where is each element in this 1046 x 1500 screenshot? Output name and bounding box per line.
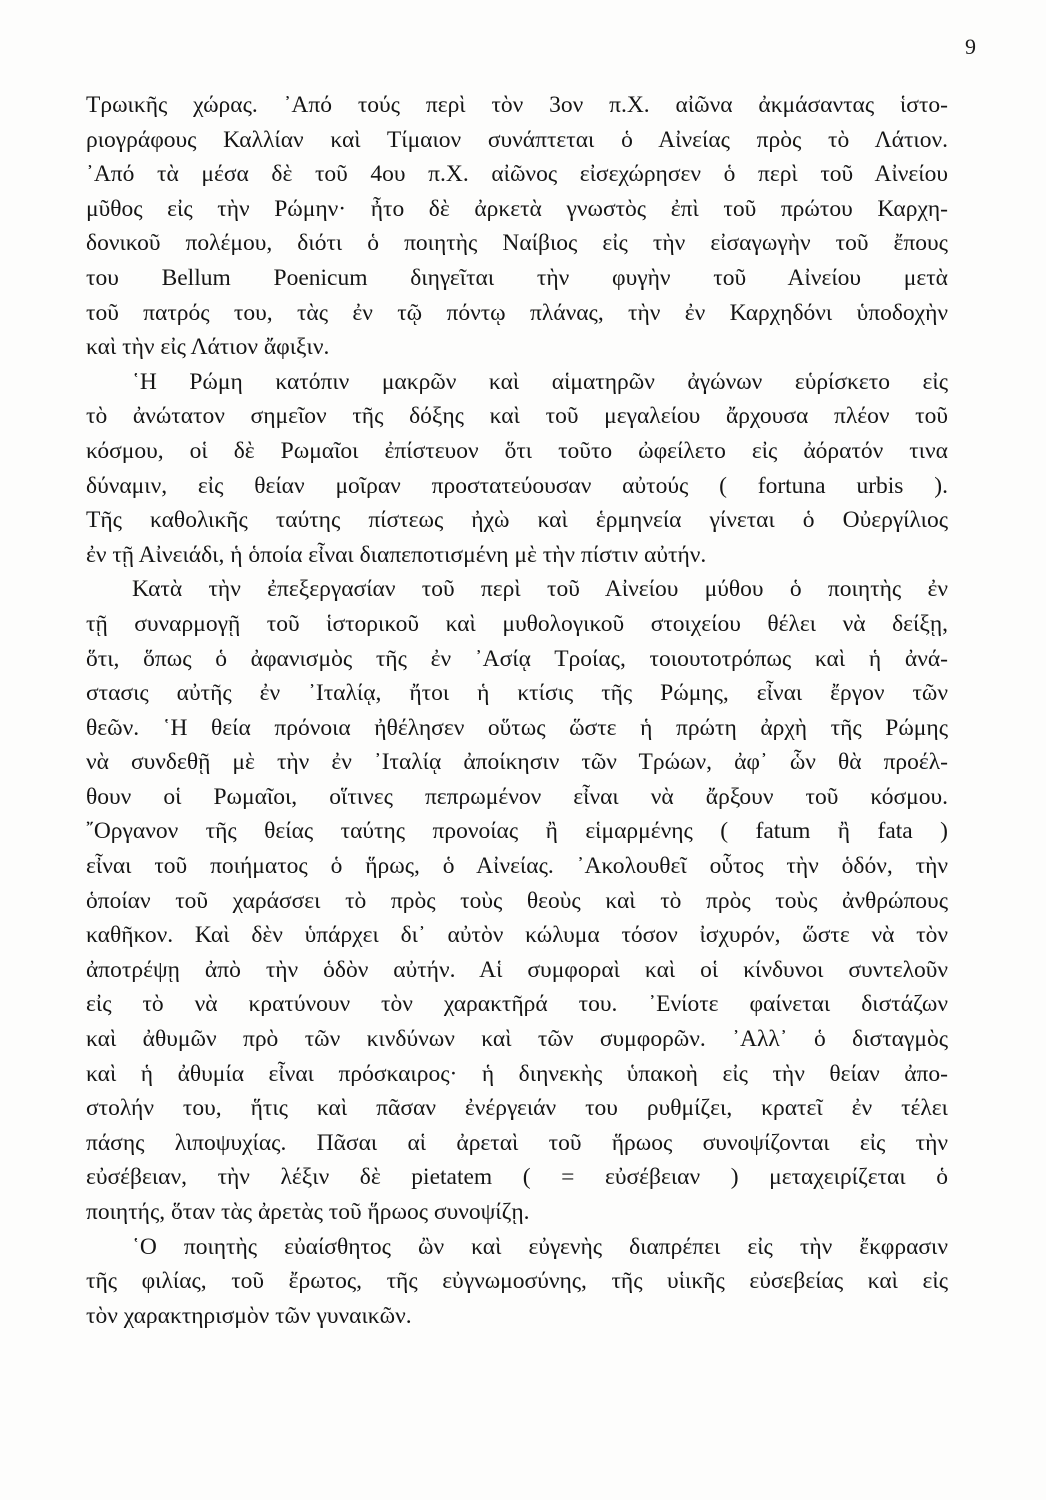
text-line: νὰ συνδεθῇ μὲ τὴν ἐν ᾿Ιταλίᾳ ἀποίκησιν τῶν Τρώων, ἀφ᾿ ὧν θὰ προέλ-: [86, 749, 948, 776]
text-line: δύναμιν, εἰς θείαν μοῖραν προστατεύουσαν αὐτούς ( fortuna urbis ).: [86, 472, 948, 499]
text-line: δονικοῦ πολέμου, διότι ὁ ποιητὴς Ναίβιος εἰς τὴν εἰσαγωγὴν τοῦ ἔπους: [86, 230, 948, 257]
text-line: ᾿Από τὰ μέσα δὲ τοῦ 4ου π.Χ. αἰῶνος εἰσεχώρησεν ὁ περὶ τοῦ Αἰνείου: [86, 161, 948, 188]
text-line: ῾Η Ρώμη κατόπιν μακρῶν καὶ αἱματηρῶν ἀγώνων εὑρίσκετο εἰς: [132, 368, 948, 395]
page-number: 9: [965, 34, 976, 59]
text-line: μῦθος εἰς τὴν Ρώμην· ἦτο δὲ ἀρκετὰ γνωστὸς ἐπὶ τοῦ πρώτου Καρχη-: [86, 195, 948, 222]
text-line: ριογράφους Καλλίαν καὶ Τίμαιον συνάπτεται ὁ Αἰνείας πρὸς τὸ Λάτιον.: [86, 126, 948, 153]
text-line: ποιητής, ὅταν τὰς ἀρετὰς τοῦ ἥρωος συνοψίζῃ.: [86, 1199, 530, 1225]
text-line: ὁποίαν τοῦ χαράσσει τὸ πρὸς τοὺς θεοὺς καὶ τὸ πρὸς τοὺς ἀνθρώπους: [86, 887, 948, 914]
text-line: τῆς φιλίας, τοῦ ἔρωτος, τῆς εὐγνωμοσύνης, τῆς υἱικῆς εὐσεβείας καὶ εἰς: [86, 1268, 948, 1295]
text-line: ἐν τῇ Αἰνειάδι, ἡ ὁποία εἶναι διαπεποτισμένη μὲ τὴν πίστιν αὐτήν.: [86, 541, 707, 568]
text-line: εὐσέβειαν, τὴν λέξιν δὲ pietatem ( = εὐσέβειαν ) μεταχειρίζεται ὁ: [86, 1164, 948, 1191]
text-line: του Bellum Poenicum διηγεῖται τὴν φυγὴν τοῦ Αἰνείου μετὰ: [86, 264, 948, 291]
text-line: καὶ τὴν εἰς Λάτιον ἄφιξιν.: [86, 334, 330, 361]
text-line: ὅτι, ὅπως ὁ ἀφανισμὸς τῆς ἐν ᾿Ασίᾳ Τροίας, τοιουτοτρόπως καὶ ἡ ἀνά-: [86, 645, 948, 672]
text-line: θεῶν. ῾Η θεία πρόνοια ἠθέλησεν οὕτως ὥστε ἡ πρώτη ἀρχὴ τῆς Ρώμης: [86, 714, 948, 741]
text-line: τῇ συναρμογῇ τοῦ ἱστορικοῦ καὶ μυθολογικοῦ στοιχείου θέλει νὰ δείξῃ,: [86, 610, 948, 637]
text-line: εἰς τὸ νὰ κρατύνουν τὸν χαρακτῆρά του. ᾿Ενίοτε φαίνεται διστάζων: [86, 991, 948, 1018]
text-line: εἶναι τοῦ ποιήματος ὁ ἥρως, ὁ Αἰνείας. ᾿Ακολουθεῖ οὗτος τὴν ὁδόν, τὴν: [86, 853, 948, 880]
text-line: τὸ ἀνώτατον σημεῖον τῆς δόξης καὶ τοῦ μεγαλείου ἄρχουσα πλέον τοῦ: [86, 403, 948, 430]
text-line: καὶ ἀθυμῶν πρὸ τῶν κινδύνων καὶ τῶν συμφορῶν. ᾿Αλλ᾿ ὁ δισταγμὸς: [86, 1026, 948, 1053]
text-line: ῾Ο ποιητὴς εὐαίσθητος ὢν καὶ εὐγενὴς διαπρέπει εἰς τὴν ἔκφρασιν: [132, 1233, 948, 1260]
paragraph: [86, 88, 948, 365]
text-line: στασις αὐτῆς ἐν ᾿Ιταλίᾳ, ἤτοι ἡ κτίσις τῆς Ρώμης, εἶναι ἔργον τῶν: [86, 680, 948, 707]
text-line: Τῆς καθολικῆς ταύτης πίστεως ἠχὼ καὶ ἑρμηνεία γίνεται ὁ Οὐεργίλιος: [86, 507, 948, 534]
text-line: στολήν του, ἥτις καὶ πᾶσαν ἐνέργειάν του ρυθμίζει, κρατεῖ ἐν τέλει: [86, 1095, 948, 1122]
text-line: πάσης λιποψυχίας. Πᾶσαι αἱ ἀρεταὶ τοῦ ἥρωος συνοψίζονται εἰς τὴν: [86, 1129, 948, 1156]
text-line: τοῦ πατρός του, τὰς ἐν τῷ πόντῳ πλάνας, τὴν ἐν Καρχηδόνι ὑποδοχὴν: [86, 299, 948, 326]
text-line: ῎Οργανον τῆς θείας ταύτης προνοίας ἢ εἱμαρμένης ( fatum ἢ fata ): [86, 818, 948, 845]
body-text: [86, 88, 948, 1333]
text-line: Τρωικῆς χώρας. ᾿Από τούς περὶ τὸν 3ον π.Χ. αἰῶνα ἀκμάσαντας ἱστο-: [86, 92, 948, 118]
text-line: ἀποτρέψῃ ἀπὸ τὴν ὁδὸν αὐτήν. Αἱ συμφοραὶ καὶ οἱ κίνδυνοι συντελοῦν: [86, 956, 948, 983]
paragraph: [86, 365, 948, 573]
text-line: καὶ ἡ ἀθυμία εἶναι πρόσκαιρος· ἡ διηνεκὴς ὑπακοὴ εἰς τὴν θείαν ἀπο-: [86, 1060, 948, 1087]
text-line: καθῆκον. Καὶ δὲν ὑπάρχει δι᾿ αὐτὸν κώλυμα τόσον ἰσχυρόν, ὥστε νὰ τὸν: [86, 922, 948, 949]
paragraph: [86, 1230, 948, 1334]
text-line: θουν οἱ Ρωμαῖοι, οἵτινες πεπρωμένον εἶναι νὰ ἄρξουν τοῦ κόσμου.: [86, 783, 948, 810]
paragraph: [86, 572, 948, 1229]
text-line: τὸν χαρακτηρισμὸν τῶν γυναικῶν.: [86, 1302, 412, 1329]
text-line: κόσμου, οἱ δὲ Ρωμαῖοι ἐπίστευον ὅτι τοῦτο ὠφείλετο εἰς ἀόρατόν τινα: [86, 437, 948, 464]
text-line: Κατὰ τὴν ἐπεξεργασίαν τοῦ περὶ τοῦ Αἰνείου μύθου ὁ ποιητὴς ἐν: [132, 576, 948, 603]
